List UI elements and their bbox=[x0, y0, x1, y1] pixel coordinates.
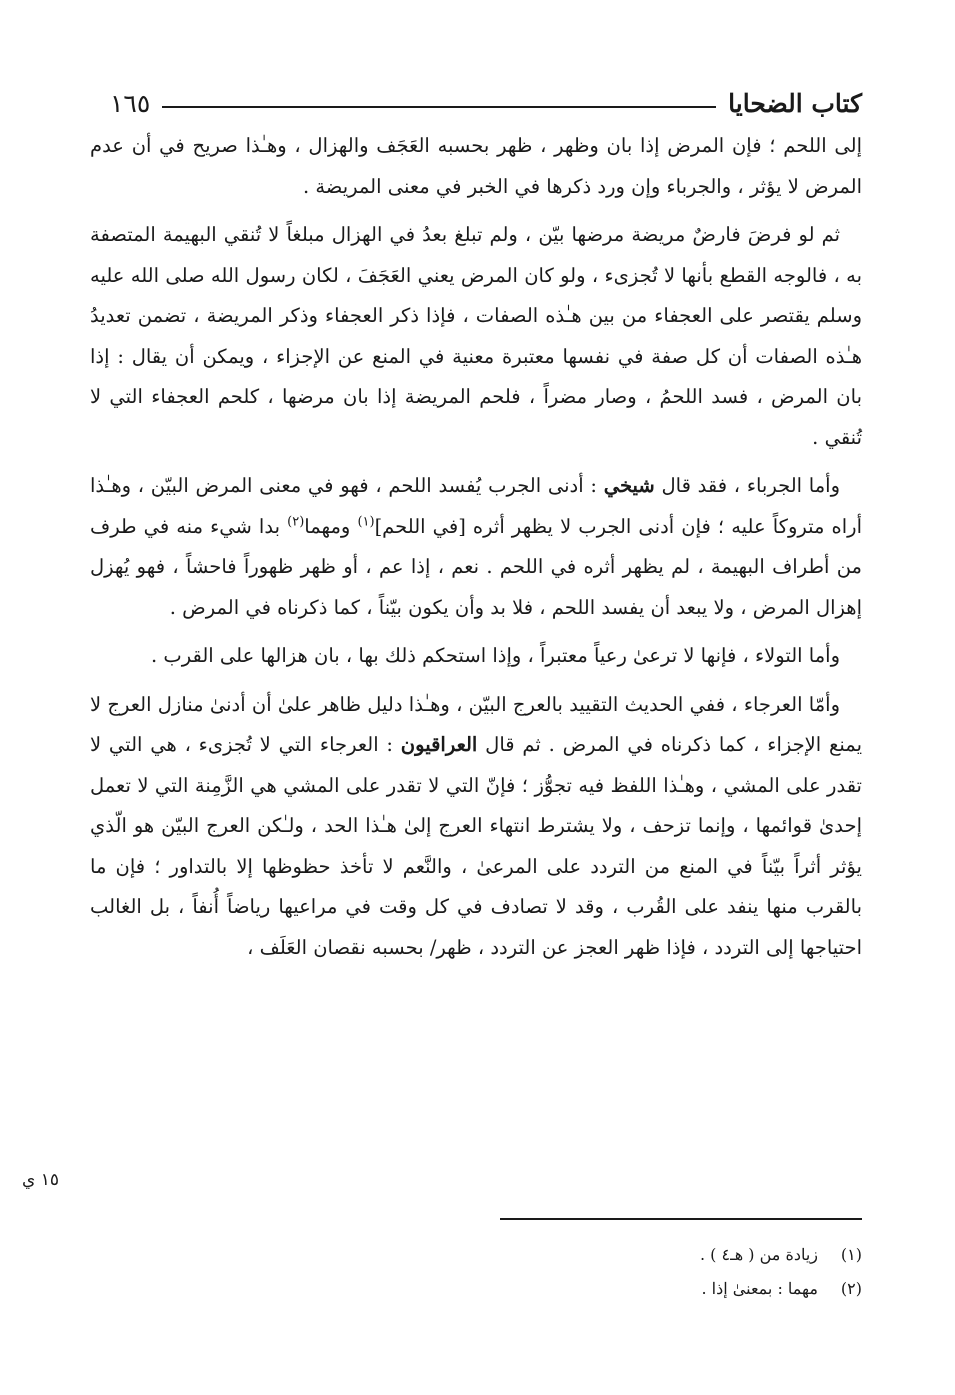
bold-term-shaykhi: شيخي bbox=[603, 474, 655, 497]
footnote-number: (٢) bbox=[840, 1279, 862, 1298]
para3-part-d: بدا شيء منه في طرف من أطراف البهيمة ، لم يظهر أثره في اللحم . نعم ، إذا عم ، أو ظهر ظهوراً فاحشاً ، فهو يُهزل إهزال المرض ، ولا يبعد أن يفسد اللحم ، فلا بد وأن يكون بيّناً ، كما ذكرناه في المرض . bbox=[90, 514, 862, 619]
footnote-number: (١) bbox=[840, 1245, 862, 1264]
book-title: كتاب الضحايا bbox=[728, 89, 862, 118]
running-header bbox=[110, 78, 862, 118]
para3-part-c: ومهما bbox=[304, 514, 351, 538]
paragraph-5 bbox=[90, 685, 862, 969]
para5-part-b: : العرجاء التي لا تُجزىء ، هي التي لا تقدر على المشي ، وهـٰذا اللفظ فيه تجوُّز ؛ فإنّ التي لا تقدر على المشي هي الزَّمِنة التي لا تعمل إحدىٰ قوائمها ، وإنما تزحف ، ولا يشترط انتهاء العرج إلىٰ هـٰذا الحد ، ولـٰكن العرج البيّن هو الّذي يؤثر أثراً بيّناً في المنع من التردد على المرعىٰ ، والنَّعم لا تأخذ حظوظها إلا بالتداور ؛ فإن ما بالقرب منها ينفد على القُرب ، وقد لا تصادف في كل وقت في مراعيها رياضاً أُنفاً ، بل الغالب احتياجها إلى التردد ، فإذا ظهر العجز عن التردد ، ظهر/ بحسبه نقصان العَلَف ، bbox=[90, 733, 862, 959]
para3-part-a: وأما الجرباء ، فقد قال bbox=[661, 474, 841, 497]
paragraph-4: وأما التولاء ، فإنها لا ترعىٰ رعياً معتبراً ، وإذا استحكم ذلك بها ، بان هزالها على القرب . bbox=[150, 644, 840, 667]
main-text bbox=[90, 126, 862, 976]
bold-term-iraqiyyun: العراقيون bbox=[400, 733, 478, 756]
paragraph-3 bbox=[90, 466, 862, 628]
paragraph-1: إلى اللحم ؛ فإن المرض إذا بان وظهر ، ظهر بحسبه العَجَف والهزال ، وهـٰذا صريح في أن عدم المرض لا يؤثر ، والجرباء وإن ورد ذكرها في الخبر في معنى المريضة . bbox=[90, 134, 862, 198]
footnote-text: مهما : بمعنىٰ إذا . bbox=[701, 1279, 818, 1298]
footnote-ref-1[interactable]: (١) bbox=[357, 514, 375, 529]
manuscript-folio-note: ١٥ ي bbox=[22, 1170, 59, 1190]
footnotes bbox=[450, 1238, 862, 1306]
footnote-divider bbox=[500, 1218, 862, 1220]
footnote-text: زيادة من ( هـ٤ ) . bbox=[699, 1245, 818, 1264]
footnote-1 bbox=[450, 1238, 862, 1272]
header-rule bbox=[162, 106, 716, 108]
footnote-ref-2[interactable]: (٢) bbox=[287, 514, 305, 529]
footnote-2 bbox=[450, 1272, 862, 1306]
para3-part-b: : أدنى الجرب يُفسد اللحم ، فهو في معنى المرض البيّن ، وهـٰذا أراه متروكاً عليه ؛ فإن أدنى الجرب لا يظهر أثره [في اللحم] bbox=[90, 474, 863, 538]
page-number: ١٦٥ bbox=[110, 89, 151, 118]
para5-part-a: وأمّا العرجاء ، ففي الحديث التقييد بالعرج البيّن ، وهـٰذا دليل ظاهر علىٰ أن أدنىٰ منازل العرج لا يمنع الإجزاء ، كما ذكرناه في المرض . ثم قال bbox=[90, 692, 862, 756]
paragraph-2: ثم لو فرضَ فارضٌ مريضة مرضها بيّن ، ولم تبلغ بعدُ في الهزال مبلغاً لا تُنقي البهيمة المتصفة به ، فالوجه القطع بأنها لا تُجزىء ، ولو كان المرض يعني العَجَفَ ، لكان رسول الله صلى الله عليه وسلم يقتصر على العجفاء من بين هـٰذه الصفات ، فإذا ذكر العجفاء وذكر المريضة ، تضمن تعديدُ هـٰذه الصفات أن كل صفة في نفسها معتبرة معنية في المنع عن الإجزاء ، ويمكن أن يقال : إذا بان المرض ، فسد اللحمُ ، وصار مضراً ، فلحم المريضة إذا بان مرضها ، كلحم العجفاء التي لا تُنقي . bbox=[90, 223, 862, 449]
